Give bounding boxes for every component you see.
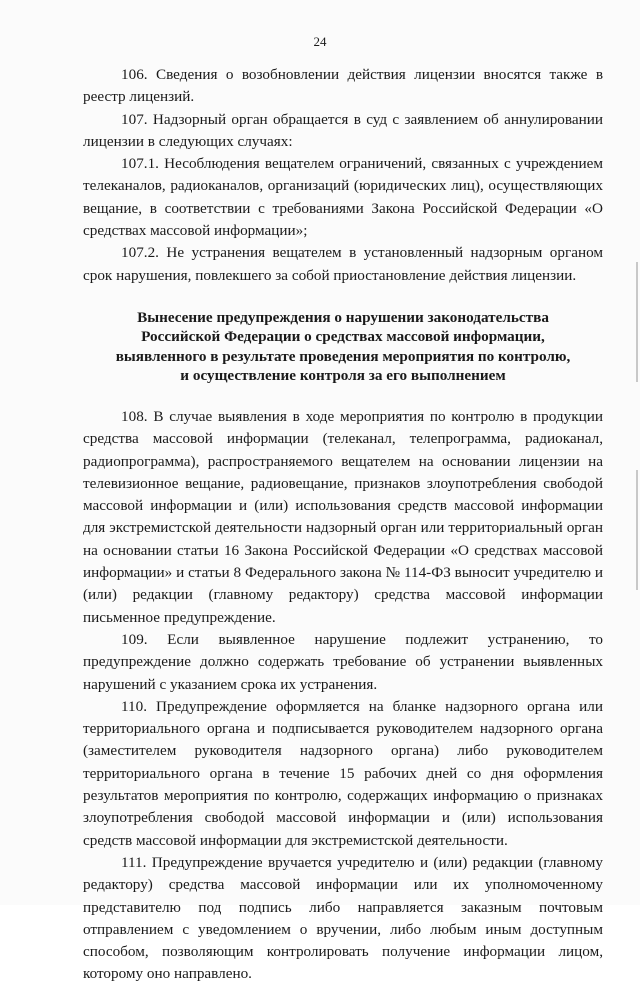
- scan-edge-mark: [636, 262, 638, 382]
- paragraph-107-2: 107.2. Не устранения вещателем в установленный надзорным органом срок нарушения, повлекшего за собой приостановление действия лицензии.: [83, 244, 603, 284]
- scan-edge-mark: [636, 470, 638, 590]
- paragraph-106: 106. Сведения о возобновлении действия лицензии вносятся также в реестр лицензий.: [83, 66, 603, 106]
- paragraph-107-1: 107.1. Несоблюдения вещателем ограничений, связанных с учреждением телеканалов, радиоканалов, организаций (юридических лиц), осуществляющих вещание, в соответствии с требованиями Закона Российской Федерации «О средствах массовой информации»;: [83, 155, 603, 240]
- page-number: 24: [313, 34, 327, 49]
- paragraph-108: 108. В случае выявления в ходе мероприятия по контролю в продукции средства массовой информации (телеканал, телепрограмма, радиоканал, радиопрограмма), распространяемого вещателем на основании лицензии на телевизионное вещание, радиовещание, признаков злоупотребления свободой массовой информации и (или) использования средств массовой информации для экстремистской деятельности надзорный орган или территориальный орган на основании статьи 16 Закона Российской Федерации «О средствах массовой информации» и статьи 8 Федерального закона № 114-ФЗ выносит учредителю и (или) редакции (главному редактору) средства массовой информации письменное предупреждение.: [83, 407, 603, 626]
- paragraph-109: 109. Если выявленное нарушение подлежит устранению, то предупреждение должно содержать требование об устранении выявленных нарушений с указанием срока их устранения.: [83, 630, 603, 693]
- paragraph-107: 107. Надзорный орган обращается в суд с заявлением об аннулировании лицензии в следующих случаях:: [83, 110, 603, 150]
- section-heading: [83, 308, 603, 386]
- paragraph-110: 110. Предупреждение оформляется на бланке надзорного органа или территориального органа и подписывается руководителем надзорного органа (заместителем руководителя надзорного органа) либо руководителем территориального органа в течение 15 рабочих дней со дня оформления результатов мероприятия по контролю, содержащих информацию о признаках злоупотребления свободой массовой информации и (или) использования средств массовой информации для экстремистской деятельности.: [83, 697, 603, 849]
- section-heading-line: Вынесение предупреждения о нарушении законодательства: [137, 308, 549, 326]
- paragraph-111: 111. Предупреждение вручается учредителю и (или) редакции (главному редактору) средства массовой информации или их уполномоченному представителю под подпись либо направляется заказным почтовым отправлением с уведомлением о вручении, либо любым иным доступным способом, позволяющим контролировать получение информации лицом, которому оно направлено.: [83, 853, 603, 983]
- section-heading-line: и осуществление контроля за его выполнением: [180, 367, 506, 385]
- section-heading-line: Российской Федерации о средствах массовой информации,: [141, 328, 545, 346]
- document-body: [83, 64, 603, 986]
- section-heading-line: выявленного в результате проведения мероприятия по контролю,: [115, 347, 571, 365]
